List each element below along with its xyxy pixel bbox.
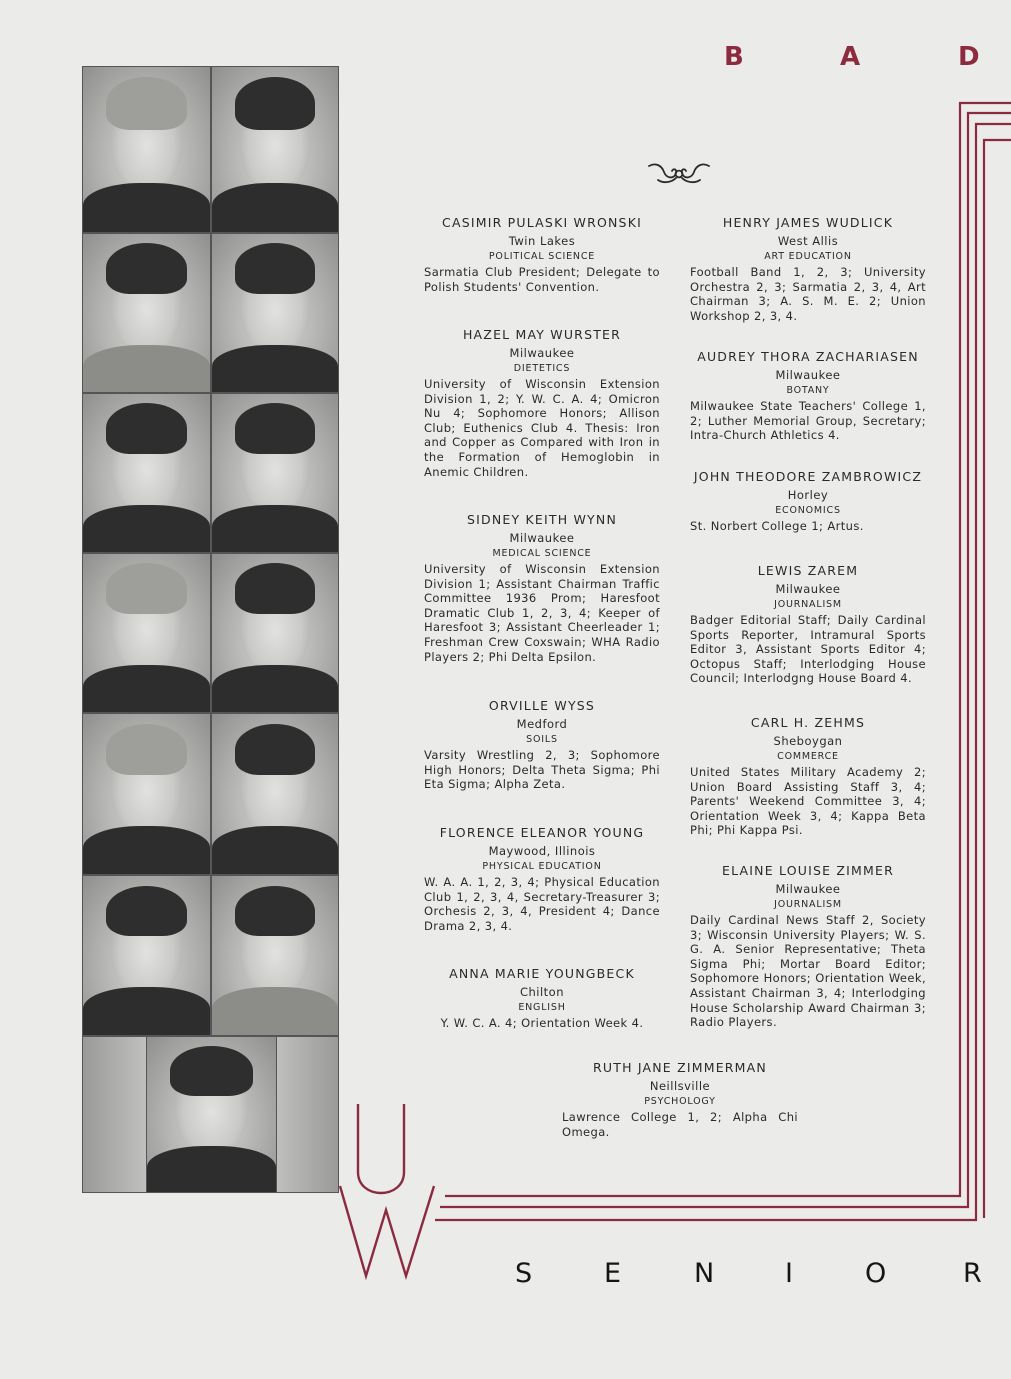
student-name: CARL H. ZEHMS <box>750 715 866 730</box>
senior-entry <box>690 349 926 443</box>
major: DIETETICS <box>513 363 571 374</box>
hometown: West Allis <box>777 234 839 248</box>
portrait-photo <box>211 875 339 1036</box>
portrait-photo <box>211 553 339 713</box>
student-name: HAZEL MAY WURSTER <box>462 327 622 342</box>
student-name: SIDNEY KEITH WYNN <box>467 512 617 527</box>
activities: Varsity Wrestling 2, 3; Sophomore High Honors; Delta Theta Sigma; Phi Eta Sigma; Alpha Zeta. <box>424 748 660 792</box>
header-letter-d: D <box>958 42 980 72</box>
portrait-photo <box>146 1036 277 1193</box>
portrait-photo <box>211 233 339 393</box>
portrait-photo <box>211 66 339 233</box>
activities: University of Wisconsin Extension Division 1, 2; Y. W. C. A. 4; Omicron Nu 4; Sophomore Honors; Allison Club; Euthenics Club 4. Thesis: Iron and Copper as Compared with Iron in the Formation of Hemoglobin in Anemic Children. <box>424 377 660 479</box>
hometown: Medford <box>516 717 568 731</box>
portrait-photo <box>211 713 339 875</box>
activities: St. Norbert College 1; Artus. <box>690 519 864 533</box>
portrait-photo <box>82 66 211 233</box>
portrait-photo <box>82 713 211 875</box>
student-name: ANNA MARIE YOUNGBECK <box>449 966 635 981</box>
activities: Football Band 1, 2, 3; University Orchestra 2, 3; Sarmatia 2, 3, 4, Art Chairman 3; A. S. M. E. 2; Union Workshop 2, 3, 4. <box>690 265 926 323</box>
senior-entry <box>424 966 660 1031</box>
hometown: Twin Lakes <box>508 234 576 248</box>
portrait-photo <box>211 393 339 553</box>
major: ART EDUCATION <box>764 251 852 262</box>
senior-entry <box>424 215 660 294</box>
footer-letter-o: O <box>865 1258 887 1289</box>
ornament-icon <box>646 160 712 186</box>
header-letter-b: B <box>724 42 744 72</box>
student-name: AUDREY THORA ZACHARIASEN <box>697 349 919 364</box>
student-name: CASIMIR PULASKI WRONSKI <box>442 215 642 230</box>
student-name: FLORENCE ELEANOR YOUNG <box>439 825 645 840</box>
hometown: Maywood, Illinois <box>488 844 596 858</box>
activities: Sarmatia Club President; Delegate to Polish Students' Convention. <box>424 265 660 294</box>
major: ENGLISH <box>518 1002 566 1013</box>
hometown: Milwaukee <box>775 882 841 896</box>
activities: University of Wisconsin Extension Division 1; Assistant Chairman Traffic Committee 1936 Prom; Haresfoot Dramatic Club 1, 2, 3, 4; Keeper of Haresfoot 3; Assistant Cheerleader 1; Freshman Crew Coxswain; WHA Radio Players 2; Phi Delta Epsilon. <box>424 562 660 664</box>
major: PHYSICAL EDUCATION <box>482 861 602 872</box>
major: BOTANY <box>786 385 830 396</box>
major: JOURNALISM <box>774 599 842 610</box>
senior-entry <box>424 825 660 933</box>
student-name: LEWIS ZAREM <box>757 563 859 578</box>
senior-entry <box>424 327 660 479</box>
major: ECONOMICS <box>775 505 841 516</box>
portrait-photo <box>82 553 211 713</box>
hometown: Milwaukee <box>509 531 575 545</box>
footer-letter-e: E <box>604 1258 622 1289</box>
activities: Daily Cardinal News Staff 2, Society 3; Wisconsin University Players; W. S. G. A. Senior Representative; Theta Sigma Phi; Mortar Board Editor; Sophomore Honors; Orientation Week, Assistant Chairman 3, 4; Interlodging House Scholarship Award Chairman 3; Radio Players. <box>690 913 926 1030</box>
activities: Milwaukee State Teachers' College 1, 2; Luther Memorial Group, Secretary; Intra-Church Athletics 4. <box>690 399 926 443</box>
major: POLITICAL SCIENCE <box>488 251 596 262</box>
hometown: Milwaukee <box>509 346 575 360</box>
major: SOILS <box>526 734 558 745</box>
activities: United States Military Academy 2; Union Board Assisting Staff 3, 4; Parents' Weekend Committee 3, 4; Orientation Week 3, 4; Kappa Beta Phi; Phi Kappa Psi. <box>690 765 926 838</box>
footer-letter-s: S <box>515 1258 533 1289</box>
activities: Lawrence College 1, 2; Alpha Chi Omega. <box>562 1110 798 1139</box>
header-letter-a: A <box>840 42 861 72</box>
senior-entry <box>424 512 660 664</box>
hometown: Milwaukee <box>775 582 841 596</box>
footer-letter-n: N <box>694 1258 715 1289</box>
major: MEDICAL SCIENCE <box>492 548 592 559</box>
hometown: Sheboygan <box>773 734 843 748</box>
student-name: RUTH JANE ZIMMERMAN <box>593 1060 767 1075</box>
portrait-photo <box>82 233 211 393</box>
hometown: Horley <box>787 488 829 502</box>
uw-logo-icon <box>330 1100 440 1280</box>
student-name: JOHN THEODORE ZAMBROWICZ <box>693 469 923 484</box>
hometown: Milwaukee <box>775 368 841 382</box>
senior-entry <box>690 563 926 686</box>
hometown: Chilton <box>519 985 565 999</box>
student-name: HENRY JAMES WUDLICK <box>722 215 894 230</box>
portrait-photo <box>82 875 211 1036</box>
senior-entry <box>690 469 926 534</box>
senior-entry <box>690 863 926 1030</box>
activities: W. A. A. 1, 2, 3, 4; Physical Education Club 1, 2, 3, 4, Secretary-Treasurer 3; Orchesis 2, 3, 4, President 4; Dance Drama 2, 3, 4. <box>424 875 660 933</box>
senior-entry <box>562 1060 798 1139</box>
portrait-photo <box>82 393 211 553</box>
major: PSYCHOLOGY <box>644 1096 716 1107</box>
footer-letter-i: I <box>785 1258 793 1289</box>
activities: Y. W. C. A. 4; Orientation Week 4. <box>440 1016 644 1030</box>
student-name: ORVILLE WYSS <box>488 698 596 713</box>
major: COMMERCE <box>777 751 839 762</box>
footer-letter-r: R <box>963 1258 982 1289</box>
senior-entry <box>690 715 926 838</box>
student-name: ELAINE LOUISE ZIMMER <box>721 863 894 878</box>
activities: Badger Editorial Staff; Daily Cardinal Sports Reporter, Intramural Sports Editor 3, Assistant Sports Editor 4; Octopus Staff; Interlodging House Council; Interlodgng House Board 4. <box>690 613 926 686</box>
hometown: Neillsville <box>649 1079 711 1093</box>
senior-entry <box>690 215 926 323</box>
major: JOURNALISM <box>774 899 842 910</box>
senior-entry <box>424 698 660 792</box>
